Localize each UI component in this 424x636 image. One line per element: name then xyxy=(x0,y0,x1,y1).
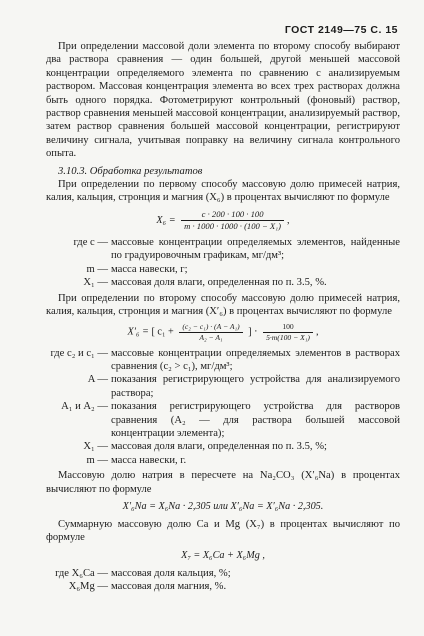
definition-text: показания регистрирующего устройства для растворов сравнения (A₂ — для раствора большей массовой концентрации элемента); xyxy=(111,401,400,439)
formula-x6-prime-bracket-close: ] · xyxy=(248,326,258,338)
definition-text: массовые концентрации определяемых элементов в растворах сравнения (c₂ > c₁), мг/дм³; xyxy=(111,347,400,372)
definition-row xyxy=(46,454,400,467)
definition-symbol: где X₆Ca — xyxy=(55,567,108,579)
definition-row xyxy=(46,263,400,276)
paragraph-sodium-carbonate: Массовую долю натрия в пересчете на Na₂CO₃ (X′₆Na) в процентах вычисляют по формуле xyxy=(46,470,400,495)
formula-x6-prime-inner-denominator: A₂ − A₁ xyxy=(199,332,223,342)
definition-symbol: где c₂ и c₁ — xyxy=(50,347,108,359)
formula-x6 xyxy=(46,209,400,232)
page-content xyxy=(46,40,400,596)
formula-x6-prime-tail: , xyxy=(315,326,319,338)
formula-x6-prime-outer-numerator: 100 xyxy=(263,322,313,333)
definition-text: массовые концентрации определяемых элементов, найденные по градуировочным графикам, мг/дм³; xyxy=(111,236,400,262)
formula-x6-prime-lhs: X′₆ = xyxy=(127,326,149,338)
formula-x6-fraction xyxy=(181,209,284,232)
formula-x6-prime-outer-fraction xyxy=(263,322,313,342)
definition-symbol: где c — xyxy=(73,236,108,248)
definitions-formula-1 xyxy=(46,236,400,290)
section-title: 3.10.3. Обработка результатов xyxy=(58,165,203,177)
paragraph-second-method-formula-intro: При определении по второму способу массовую долю примесей натрия, калия, кальция, стронция и магния (X′₆) в процентах вычисляют по формуле xyxy=(46,292,400,317)
formula-x7: X₇ = X₆Ca + X₆Mg , xyxy=(181,549,265,561)
definition-symbol: X₁ — xyxy=(83,277,108,289)
definition-text: показания регистрирующего устройства для анализируемого раствора; xyxy=(111,374,400,399)
definition-symbol: m — xyxy=(86,454,108,466)
formula-x6-lhs: X₆ = xyxy=(156,214,176,226)
definition-symbol: A — xyxy=(87,374,108,386)
definition-text: массовая доля кальция, %; xyxy=(111,567,231,579)
paragraph-second-method: При определении массовой доли элемента по второму способу выбирают два раствора сравнения — один большей, другой меньшей массовой концентрации определяемого элемента по сравнению с анализируемым раствором. Массовая концентрация элемента во всех трех растворах должна быть одного порядка. Фотометрируют контрольный (фоновый) раствор, раствор сравнения меньшей массовой концентрации, анализируемый раствор, затем раствор сравнения большей массовой концентрации, регистрируют величину сигнала, учитывая поправку на величину сигнала контрольного опыта. xyxy=(46,41,400,160)
formula-na2co3: X′₆Na = X₆Na · 2,305 или X′₆Na = X′₆Na · 2,305. xyxy=(122,500,324,512)
formula-x6-prime-inner-fraction xyxy=(179,322,242,342)
definitions-formula-4 xyxy=(46,567,400,594)
definitions-formula-2 xyxy=(46,347,400,468)
definition-symbol: X₆Mg — xyxy=(68,581,108,593)
definition-text: массовая доля влаги, определенная по п. 3.5, %. xyxy=(111,277,327,289)
definition-symbol: m — xyxy=(86,263,108,275)
definition-row xyxy=(46,440,400,453)
definition-row xyxy=(46,236,400,263)
formula-x6-prime-outer-denominator: 5·m(100 − X₁) xyxy=(266,332,310,342)
formula-x6-prime xyxy=(46,322,400,342)
definition-symbol: X₁ — xyxy=(83,441,108,453)
section-heading xyxy=(46,165,400,178)
definition-row xyxy=(46,400,400,440)
formula-x6-prime-bracket-open: [ c₁ + xyxy=(151,326,174,338)
definition-text: масса навески, г; xyxy=(111,263,188,275)
definition-text: массовая доля влаги, определенная по п. 3.5, %; xyxy=(111,441,327,453)
definition-row xyxy=(46,567,400,580)
definition-row xyxy=(46,373,400,400)
definition-symbol: A₁ и A₂ — xyxy=(61,401,108,413)
definition-row xyxy=(46,580,400,593)
formula-x6-numerator: c · 200 · 100 · 100 xyxy=(181,209,284,221)
definition-row xyxy=(46,276,400,289)
formula-x6-denominator: m · 1000 · 1000 · (100 − X₁) xyxy=(184,220,282,231)
paragraph-ca-mg-sum: Суммарную массовую долю Ca и Mg (X₇) в процентах вычисляют по формуле xyxy=(46,518,400,544)
definition-row xyxy=(46,347,400,374)
paragraph-first-method-formula-intro: При определении по первому способу массовую долю примесей натрия, калия, кальция, стронция и магния (X₆) в процентах вычисляют по формуле xyxy=(46,179,400,204)
formula-x6-prime-inner-numerator: (c₂ − c₁) · (A − A₁) xyxy=(179,322,242,333)
definition-text: масса навески, г. xyxy=(111,454,187,466)
definition-text: массовая доля магния, %. xyxy=(111,581,227,593)
running-header: ГОСТ 2149—75 С. 15 xyxy=(284,24,398,36)
formula-x6-tail: , xyxy=(287,214,290,226)
